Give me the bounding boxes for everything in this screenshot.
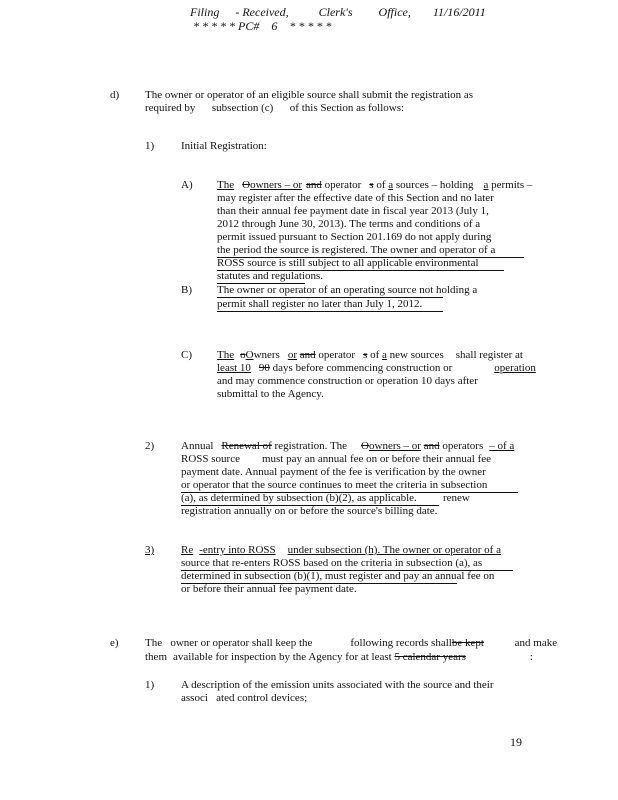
section-d-label: d): [110, 89, 120, 101]
pc-number-line: * * * * * PC# 6 * * * * *: [193, 19, 332, 33]
section-e-label: e): [110, 637, 119, 649]
item-2-line5: (a), as determined by subsection (b)(2), as applicable.: [181, 492, 439, 506]
item-3-line3: determined in subsection (b)(1), must register and pay an annual fee on: [181, 570, 495, 582]
item-1-label: 1): [145, 140, 155, 152]
item-a-label: A): [181, 179, 193, 191]
item-b-label: B): [181, 284, 192, 296]
item-a-line5: permit issued pursuant to Section 201.169 do not apply during: [217, 231, 492, 243]
item-a-line4: 2012 through June 30, 2013). The terms and conditions of a: [217, 218, 481, 230]
item-a-line3: than their annual fee payment date in fiscal year 2013 (July 1,: [217, 205, 489, 217]
item-c-line1: The oOwners or and operator s of a new sources shall register at: [217, 349, 523, 361]
item-a-line2: may register after the effective date of this Section and no later: [217, 192, 494, 204]
header-clerks: Clerk's: [318, 5, 353, 19]
item-3-line1: Re -entry into ROSS under subsection (h). The owner or operator of a: [181, 544, 501, 556]
item-2-renew: renew: [443, 492, 470, 504]
item-2-line2: ROSS source must pay an annual fee on or before their annual fee: [181, 453, 492, 465]
page-number: 19: [510, 735, 522, 749]
item-c-line2: least 10 90 days before commencing construction or operation: [217, 362, 536, 374]
item-3-line2: source that re-enters ROSS based on the criteria in subsection (a), as: [181, 557, 513, 571]
item-a-line6: the period the source is registered. The owner and operator of a: [217, 244, 524, 258]
item-1-heading: Initial Registration:: [181, 140, 267, 152]
item-2-line4: or operator that the source continues to meet the criteria in subsection: [181, 479, 518, 493]
item-2-line3: payment date. Annual payment of the fee is verification by the owner: [181, 466, 486, 478]
item-a-line7: ROSS source is still subject to all applicable environmental: [217, 257, 504, 271]
filing-header: [190, 6, 486, 19]
section-e-line1: The owner or operator shall keep the following records shallbe kept and make: [145, 637, 558, 649]
item-2-label: 2): [145, 440, 155, 452]
header-office: Office,: [378, 5, 411, 19]
item-c-line4: submittal to the Agency.: [217, 388, 324, 400]
item-b-line2: permit shall register no later than July 1, 2012.: [217, 298, 443, 312]
header-date: 11/16/2011: [432, 5, 486, 19]
item-e1-line2: associ ated control devices;: [181, 692, 308, 704]
item-a-line1: The Oowners – or and operator s of a sources – holding a permits –: [217, 179, 533, 191]
item-3-label: 3): [145, 544, 155, 556]
item-c-line3: and may commence construction or operation 10 days after: [217, 375, 478, 387]
item-c-label: C): [181, 349, 192, 361]
item-b-line1: The owner or operator of an operating source not holding a: [217, 284, 478, 296]
item-3-line4: or before their annual fee payment date.: [181, 583, 357, 595]
item-a-line8: statutes and regulations.: [217, 270, 324, 282]
section-e-line2: them available for inspection by the Agency for at least 5 calendar years :: [145, 651, 533, 663]
section-d-line2: required by subsection (c) of this Section as follows:: [145, 102, 405, 114]
header-received: - Received,: [235, 5, 289, 19]
section-d-line1: The owner or operator of an eligible source shall submit the registration as: [145, 89, 474, 101]
header-filing: Filing: [190, 5, 220, 19]
item-e1-label: 1): [145, 679, 155, 691]
item-2-line1: Annual Renewal of registration. The Oowners – or and operators – of a: [181, 440, 515, 452]
item-e1-line1: A description of the emission units associated with the source and their: [181, 679, 494, 691]
item-2-line6: registration annually on or before the source's billing date.: [181, 505, 438, 517]
